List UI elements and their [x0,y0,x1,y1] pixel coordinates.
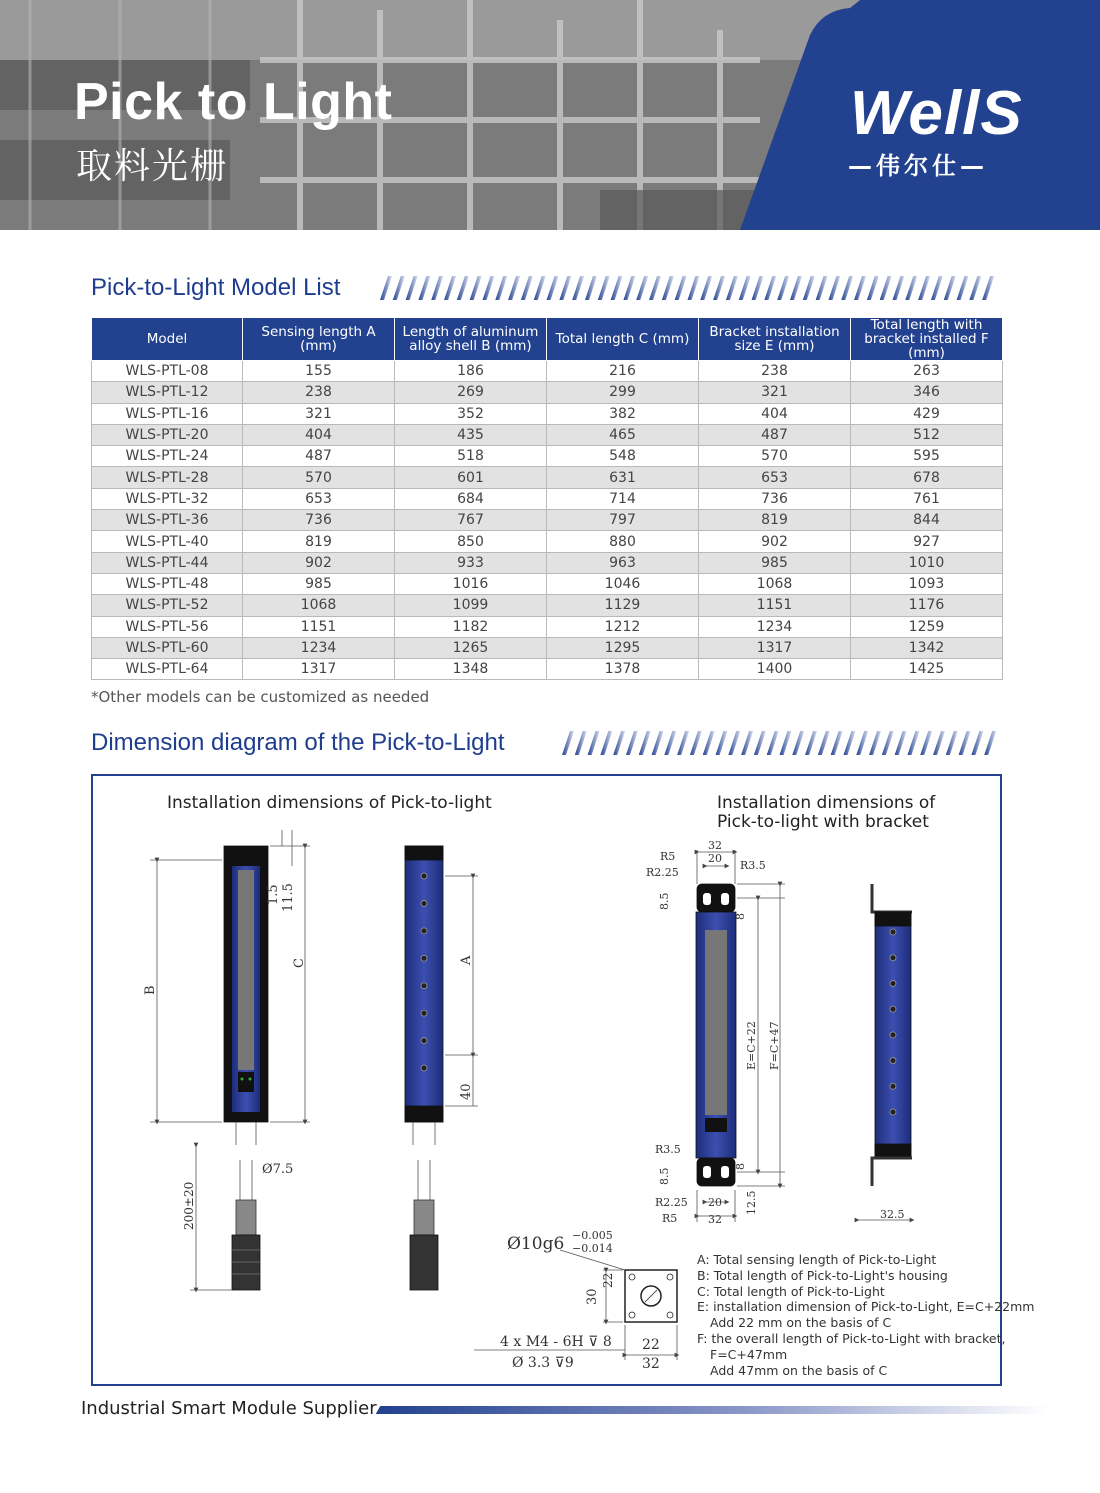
value-cell: 933 [395,552,547,573]
dim-label: B [143,985,158,995]
customization-note: *Other models can be customized as needed [91,688,430,706]
dim-label: 8 [734,913,747,920]
value-cell: 767 [395,510,547,531]
brand-logo: WellS [850,79,1023,148]
led-indicator-icon [890,980,896,986]
value-cell: 570 [243,467,395,488]
value-cell: 1295 [547,637,699,658]
dim-label: 22 [601,1272,615,1288]
column-header: Bracket installation size E (mm) [699,318,851,361]
footer-tagline: Industrial Smart Module Supplier [81,1398,377,1419]
model-cell: WLS-PTL-60 [92,637,243,658]
dim-label: 22 [642,1337,660,1353]
dim-label: 8.5 [658,892,671,910]
dim-label: R2.25 [655,1196,688,1209]
model-cell: WLS-PTL-48 [92,573,243,594]
value-cell: 1425 [851,659,1003,680]
value-cell: 927 [851,531,1003,552]
dim-label: A [459,955,474,965]
led-indicator-icon [890,955,896,961]
value-cell: 880 [547,531,699,552]
legend-item: Add 47mm on the basis of C [710,1362,888,1378]
value-cell: 1151 [699,595,851,616]
footer-accent-bar [376,1406,1051,1414]
value-cell: 678 [851,467,1003,488]
model-cell: WLS-PTL-28 [92,467,243,488]
value-cell: 601 [395,467,547,488]
value-cell: 352 [395,403,547,424]
dim-label: R5 [662,1212,678,1225]
value-cell: 631 [547,467,699,488]
value-cell: 518 [395,446,547,467]
legend-item: C: Total length of Pick-to-Light [697,1283,885,1299]
value-cell: 1099 [395,595,547,616]
value-cell: 736 [699,488,851,509]
value-cell: 1265 [395,637,547,658]
led-indicator-icon [421,1038,427,1044]
model-cell: WLS-PTL-32 [92,488,243,509]
dim-label: R3.5 [740,859,766,872]
dim-label: 32 [708,839,722,852]
dim-label: R2.25 [646,866,679,879]
value-cell: 1176 [851,595,1003,616]
value-cell: 595 [851,446,1003,467]
dim-label: 8 [734,1163,747,1170]
value-cell: 653 [699,467,851,488]
value-cell: 404 [243,424,395,445]
diagram-title-right-line2: Pick-to-light with bracket [717,812,929,832]
bracket-front-view [696,884,736,1186]
legend-item: E: installation dimension of Pick-to-Light, E=C+22mm [697,1299,1035,1315]
column-header: Sensing length A (mm) [243,318,395,361]
value-cell: 238 [699,361,851,382]
value-cell: 1046 [547,573,699,594]
value-cell: 1400 [699,659,851,680]
front-view-light-curtain [224,846,268,1290]
dim-label: 200±20 [182,1181,196,1230]
model-cell: WLS-PTL-24 [92,446,243,467]
value-cell: 216 [547,361,699,382]
led-indicator-icon [421,1010,427,1016]
value-cell: 902 [699,531,851,552]
dim-label: 8.5 [658,1167,671,1185]
dim-label: R5 [660,850,676,863]
diagram-title-left: Installation dimensions of Pick-to-light [167,793,492,813]
value-cell: 819 [699,510,851,531]
value-cell: 1151 [243,616,395,637]
dim-label: 1.5 [266,884,281,905]
value-cell: 1342 [851,637,1003,658]
column-header: Length of aluminum alloy shell B (mm) [395,318,547,361]
value-cell: 963 [547,552,699,573]
legend-item: A: Total sensing length of Pick-to-Light [697,1252,937,1267]
model-cell: WLS-PTL-56 [92,616,243,637]
model-cell: WLS-PTL-64 [92,659,243,680]
dim-label: 20 [708,1196,722,1209]
value-cell: 1068 [699,573,851,594]
value-cell: 1348 [395,659,547,680]
dim-label: Ø7.5 [262,1162,294,1177]
value-cell: 985 [243,573,395,594]
dim-label: −0.014 [572,1242,613,1255]
dim-label: 40 [459,1083,474,1100]
model-cell: WLS-PTL-20 [92,424,243,445]
led-indicator-icon [890,1032,896,1038]
value-cell: 321 [699,382,851,403]
legend-item: F=C+47mm [710,1346,788,1362]
led-indicator-icon [890,929,896,935]
value-cell: 382 [547,403,699,424]
dim-label: 20 [708,852,722,865]
dim-label: 4 x M4 - 6H ⊽ 8 [500,1334,612,1350]
value-cell: 1016 [395,573,547,594]
value-cell: 1182 [395,616,547,637]
value-cell: 1234 [699,616,851,637]
value-cell: 404 [699,403,851,424]
model-cell: WLS-PTL-52 [92,595,243,616]
value-cell: 512 [851,424,1003,445]
value-cell: 263 [851,361,1003,382]
value-cell: 1378 [547,659,699,680]
value-cell: 487 [243,446,395,467]
value-cell: 1068 [243,595,395,616]
column-header: Total length C (mm) [547,318,699,361]
page-title: Pick to Light [74,73,393,131]
dim-label: F=C+47 [768,1021,781,1070]
dim-label: 12.5 [745,1190,758,1215]
value-cell: 346 [851,382,1003,403]
led-indicator-icon [421,873,427,879]
dimension-heading: Dimension diagram of the Pick-to-Light [91,729,505,756]
value-cell: 1234 [243,637,395,658]
value-cell: 155 [243,361,395,382]
dim-label: Ø 3.3 ⊽9 [512,1355,574,1371]
led-indicator-icon [421,983,427,989]
brand-logo-chinese: —伟尔仕— [848,152,988,180]
dim-label: 32.5 [880,1208,905,1221]
model-cell: WLS-PTL-12 [92,382,243,403]
value-cell: 653 [243,488,395,509]
value-cell: 902 [243,552,395,573]
led-indicator-icon [890,1058,896,1064]
value-cell: 1129 [547,595,699,616]
value-cell: 238 [243,382,395,403]
value-cell: 850 [395,531,547,552]
value-cell: 797 [547,510,699,531]
dim-label: E=C+22 [745,1021,758,1070]
dim-label: −0.005 [572,1229,613,1242]
model-cell: WLS-PTL-40 [92,531,243,552]
model-list-heading: Pick-to-Light Model List [91,274,341,301]
value-cell: 714 [547,488,699,509]
led-indicator-icon [421,928,427,934]
value-cell: 1259 [851,616,1003,637]
value-cell: 761 [851,488,1003,509]
led-indicator-icon [421,955,427,961]
value-cell: 1317 [699,637,851,658]
diagram-legend [697,1252,1034,1378]
legend-item: F: the overall length of Pick-to-Light with bracket, [697,1330,1006,1346]
value-cell: 1317 [243,659,395,680]
model-cell: WLS-PTL-44 [92,552,243,573]
value-cell: 299 [547,382,699,403]
model-cell: WLS-PTL-16 [92,403,243,424]
model-cell: WLS-PTL-36 [92,510,243,531]
value-cell: 1212 [547,616,699,637]
column-header: Model [92,318,243,361]
value-cell: 736 [243,510,395,531]
page-subtitle-chinese: 取料光栅 [76,146,229,187]
value-cell: 844 [851,510,1003,531]
value-cell: 487 [699,424,851,445]
value-cell: 186 [395,361,547,382]
dim-label: 30 [585,1288,600,1305]
model-cell: WLS-PTL-08 [92,361,243,382]
legend-item: Add 22 mm on the basis of C [710,1315,892,1331]
value-cell: 684 [395,488,547,509]
diagram-title-right-line1: Installation dimensions of [717,793,936,813]
column-header: Total length with bracket installed F (mm) [851,318,1003,361]
dim-label: C [292,958,307,968]
value-cell: 435 [395,424,547,445]
value-cell: 985 [699,552,851,573]
led-indicator-icon [890,1109,896,1115]
connector-face-view [625,1270,677,1322]
dim-label: Ø10g6 [507,1234,565,1254]
dim-label: 11.5 [281,883,296,912]
dim-label: 32 [642,1356,660,1372]
value-cell: 429 [851,403,1003,424]
value-cell: 269 [395,382,547,403]
value-cell: 548 [547,446,699,467]
value-cell: 819 [243,531,395,552]
value-cell: 465 [547,424,699,445]
led-indicator-icon [421,1065,427,1071]
value-cell: 321 [243,403,395,424]
value-cell: 570 [699,446,851,467]
value-cell: 1093 [851,573,1003,594]
led-indicator-icon [421,900,427,906]
legend-item: B: Total length of Pick-to-Light's housing [697,1267,948,1283]
dim-label: R3.5 [655,1143,681,1156]
led-indicator-icon [890,1083,896,1089]
led-indicator-icon [890,1006,896,1012]
value-cell: 1010 [851,552,1003,573]
dim-label: 32 [708,1213,722,1226]
